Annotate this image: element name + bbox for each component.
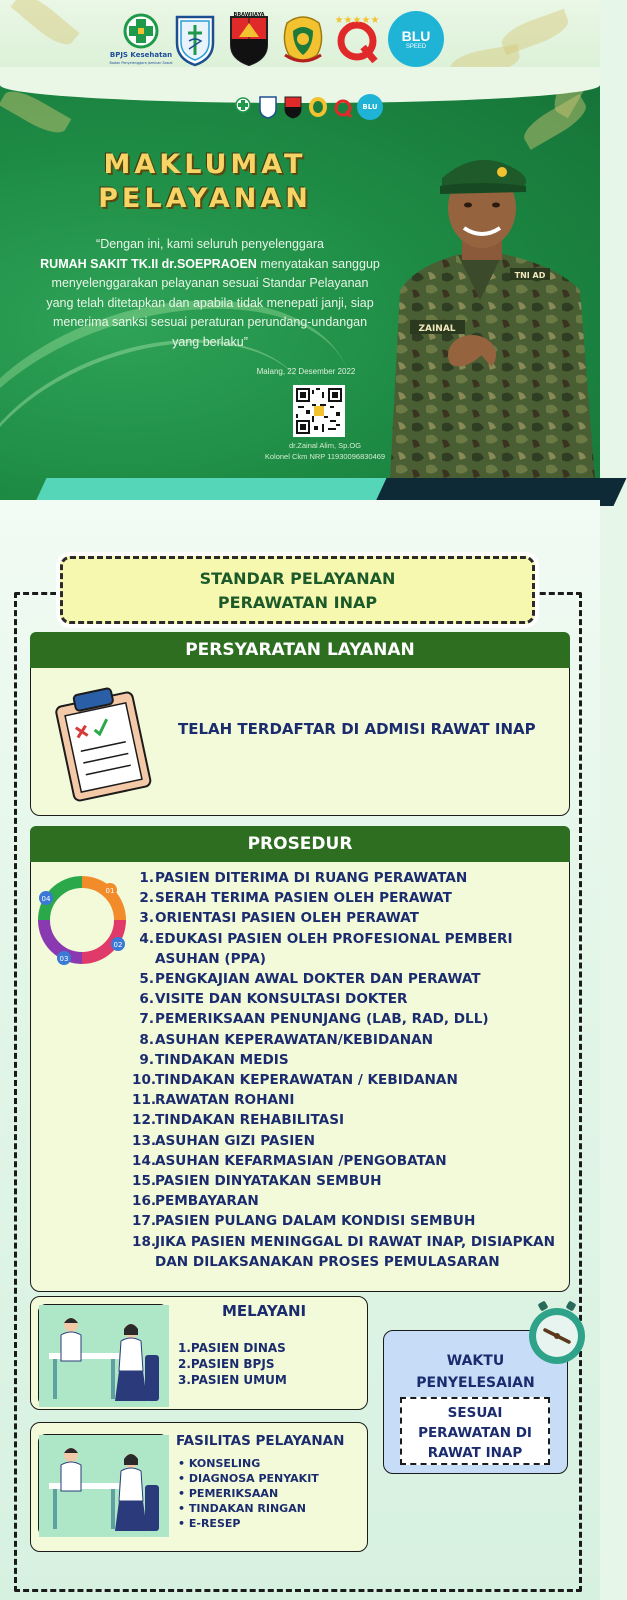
facility-item: • KONSELING <box>178 1456 319 1471</box>
brawijaya-logo-small <box>282 95 304 119</box>
nametag-text: ZAINAL <box>418 324 456 334</box>
procedure-steps <box>132 868 562 1272</box>
serving-heading: MELAYANI <box>222 1302 307 1320</box>
step-number: 12. <box>132 1112 157 1129</box>
procedure-step <box>132 868 562 888</box>
title-line-2: PELAYANAN <box>98 183 312 214</box>
step-number: 16. <box>132 1193 157 1210</box>
blu-logo-small-text: BLU <box>362 103 378 111</box>
serving-item: 2.PASIEN BPJS <box>178 1357 275 1371</box>
facility-item: • E-RESEP <box>178 1516 319 1531</box>
bpjs-logo-small <box>232 95 254 119</box>
standard-line-2: PERAWATAN INAP <box>217 593 378 612</box>
facility-item: • DIAGNOSA PENYAKIT <box>178 1471 319 1486</box>
blu-logo-small <box>357 94 383 120</box>
facility-item: • TINDAKAN RINGAN <box>178 1501 319 1516</box>
step-text: SERAH TERIMA PASIEN OLEH PERAWAT <box>155 890 452 907</box>
blu-logo-sub: SPEED <box>405 44 427 50</box>
step-number: 18. <box>132 1233 157 1250</box>
header-banner <box>0 0 600 500</box>
procedure-step <box>132 1151 562 1171</box>
decor-leaf <box>448 44 521 80</box>
completion-value-line-2: PERAWATAN DI <box>418 1425 532 1441</box>
step-number: 8. <box>139 1031 154 1048</box>
hospital-logo <box>172 11 218 67</box>
step-number: 9. <box>139 1051 154 1068</box>
step-text: JIKA PASIEN MENINGGAL DI RAWAT INAP, DISIAPKAN DAN DILAKSANAKAN PROSES PEMULASARAN <box>155 1233 555 1270</box>
checklist-icon <box>45 680 165 800</box>
step-number: 5. <box>139 971 154 988</box>
svg-text:★★★★★: ★★★★★ <box>334 15 380 26</box>
process-cycle-icon <box>34 872 130 968</box>
bpjs-logo-sub: Badan Penyelenggara Jaminan Sosial <box>109 61 173 65</box>
requirements-heading: PERSYARATAN LAYANAN <box>30 632 570 668</box>
bpjs-logo <box>109 11 173 67</box>
blu-logo-text: BLU <box>401 28 431 44</box>
step-text: PASIEN DITERIMA DI RUANG PERAWATAN <box>155 870 468 886</box>
step-text: ASUHAN GIZI PASIEN <box>155 1132 315 1149</box>
step-text: EDUKASI PASIEN OLEH PROFESIONAL PEMBERI ASUHAN (PPA) <box>155 930 513 967</box>
procedure-step <box>132 1030 562 1050</box>
statement-body: menyatakan sanggup menyelenggarakan pelayanan sesuai Standar Pelayanan yang telah ditetapkan dan apabila tidak menepati janji, siap menerima sanksi sesuai peraturan perundang-undangan yang berlaku” <box>46 256 380 349</box>
step-number: 17. <box>132 1213 157 1230</box>
tni-tag-text: TNI AD <box>514 271 546 280</box>
place-date: Malang, 22 Desember 2022 <box>256 367 356 376</box>
procedure-step <box>132 1050 562 1070</box>
procedure-step <box>132 908 562 928</box>
bpjs-logo-text: BPJS Kesehatan <box>109 51 173 59</box>
step-text: TINDAKAN MEDIS <box>155 1051 289 1068</box>
procedure-step <box>132 1211 562 1231</box>
procedure-step <box>132 929 562 969</box>
procedure-step <box>132 1009 562 1029</box>
step-number: 10. <box>132 1072 157 1089</box>
step-text: ASUHAN KEPERAWATAN/KEBIDANAN <box>155 1031 434 1048</box>
completion-value-line-3: RAWAT INAP <box>427 1445 523 1461</box>
completion-heading-line-2: PENYELESAIAN <box>416 1375 535 1391</box>
completion-time-heading <box>383 1350 568 1394</box>
procedure-step <box>132 1131 562 1151</box>
step-number: 1. <box>139 870 154 886</box>
page-title <box>60 148 350 216</box>
completion-time-value <box>400 1397 550 1465</box>
hospital-name: RUMAH SAKIT TK.II dr.SOEPRAOEN <box>40 256 257 271</box>
step-number: 15. <box>132 1173 157 1190</box>
procedure-step <box>132 1070 562 1090</box>
procedure-step <box>132 888 562 908</box>
partner-logos-small <box>232 92 392 122</box>
serving-item: 1.PASIEN DINAS <box>178 1341 286 1355</box>
step-number: 11. <box>132 1092 157 1109</box>
standard-line-1: STANDAR PELAYANAN <box>199 569 396 588</box>
procedure-step <box>132 1232 562 1272</box>
signer-rank: Kolonel Ckm NRP 11930096830469 <box>264 452 386 461</box>
hospital-logo-small <box>257 95 279 119</box>
quality-q-logo <box>334 11 380 67</box>
brawijaya-logo <box>226 11 272 67</box>
svg-text:BRAWIJAYA: BRAWIJAYA <box>233 12 265 18</box>
title-line-1: MAKLUMAT <box>103 149 307 180</box>
signer-block <box>250 440 400 462</box>
completion-value-line-1: SESUAI <box>447 1405 503 1421</box>
serving-list <box>178 1340 287 1388</box>
facility-item: • PEMERIKSAAN <box>178 1486 319 1501</box>
facilities-list <box>178 1456 319 1531</box>
decor-leaf <box>10 0 79 52</box>
step-number: 3. <box>139 910 154 927</box>
doctor-consult-illustration <box>38 1304 168 1406</box>
service-standard-title <box>60 556 535 624</box>
procedure-step <box>132 1090 562 1110</box>
step-text: PASIEN DINYATAKAN SEMBUH <box>155 1173 382 1190</box>
tni-ad-logo <box>280 11 326 67</box>
signer-name: dr.Zainal Alim, Sp.OG <box>288 441 362 450</box>
commitment-statement <box>40 235 380 352</box>
step-number: 4. <box>139 930 154 947</box>
blu-logo <box>388 11 444 67</box>
step-number: 2. <box>139 890 154 907</box>
cycle-label: 02 <box>113 941 123 949</box>
procedure-step <box>132 1171 562 1191</box>
cycle-label: 04 <box>41 895 51 903</box>
requirement-text: TELAH TERDAFTAR DI ADMISI RAWAT INAP <box>178 720 536 738</box>
step-text: ORIENTASI PASIEN OLEH PERAWAT <box>155 910 419 927</box>
cycle-label: 03 <box>59 955 69 963</box>
doctor-consult-illustration <box>38 1434 168 1536</box>
serving-item: 3.PASIEN UMUM <box>178 1373 287 1387</box>
step-text: TINDAKAN REHABILITASI <box>155 1112 345 1129</box>
director-portrait <box>380 150 600 480</box>
step-text: PASIEN PULANG DALAM KONDISI SEMBUH <box>155 1213 476 1230</box>
step-number: 13. <box>132 1132 157 1149</box>
procedure-step <box>132 1110 562 1130</box>
step-text: VISITE DAN KONSULTASI DOKTER <box>155 991 408 1008</box>
procedure-step <box>132 989 562 1009</box>
tni-ad-logo-small <box>307 95 329 119</box>
step-text: RAWATAN ROHANI <box>155 1092 295 1109</box>
facilities-heading: FASILITAS PELAYANAN <box>176 1433 345 1449</box>
step-text: TINDAKAN KEPERAWATAN / KEBIDANAN <box>155 1072 458 1089</box>
cycle-label: 01 <box>105 887 115 895</box>
signature-qr-code <box>293 385 345 437</box>
step-text: PEMERIKSAAN PENUNJANG (LAB, RAD, DLL) <box>155 1011 489 1028</box>
step-text: PENGKAJIAN AWAL DOKTER DAN PERAWAT <box>155 971 481 988</box>
step-text: ASUHAN KEFARMASIAN /PENGOBATAN <box>155 1152 447 1169</box>
statement-intro: “Dengan ini, kami seluruh penyelenggara <box>96 237 324 251</box>
completion-heading-line-1: WAKTU <box>446 1353 505 1369</box>
quality-q-logo-small <box>332 95 354 119</box>
partner-logos <box>109 8 448 70</box>
step-number: 14. <box>132 1152 157 1169</box>
step-number: 7. <box>139 1011 154 1028</box>
step-number: 6. <box>139 991 154 1008</box>
procedure-step <box>132 969 562 989</box>
procedure-step <box>132 1191 562 1211</box>
procedure-heading: PROSEDUR <box>30 826 570 862</box>
step-text: PEMBAYARAN <box>155 1193 259 1210</box>
